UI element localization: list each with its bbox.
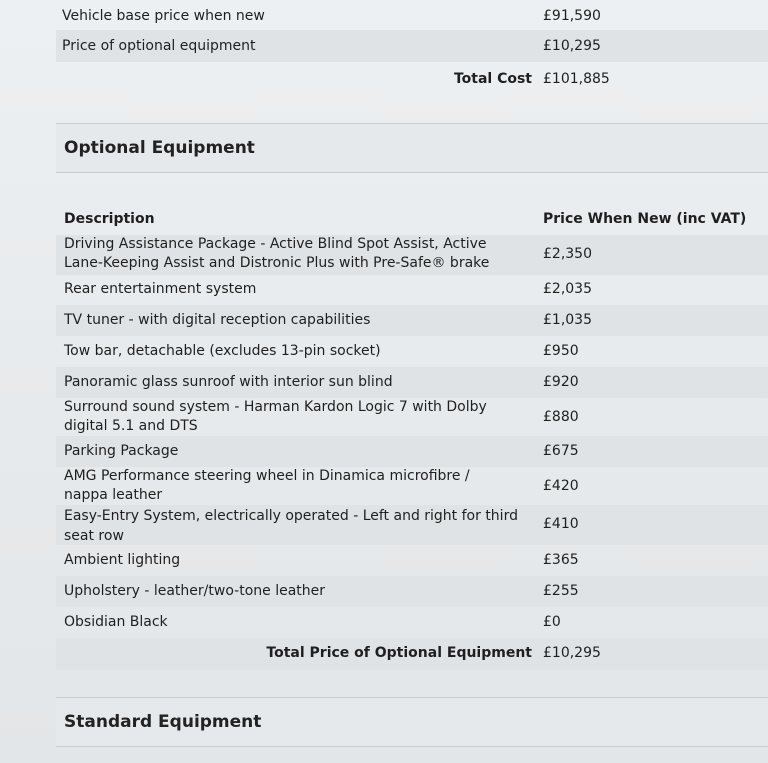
item-description: Obsidian Black <box>64 614 168 630</box>
table-row <box>56 367 768 398</box>
column-header-description: Description <box>64 211 155 227</box>
item-description: Parking Package <box>64 443 179 459</box>
item-price: £255 <box>543 583 579 599</box>
item-price: £0 <box>543 614 561 630</box>
total-cost-label: Total Cost <box>453 71 532 87</box>
section-header-standard <box>56 697 768 747</box>
table-row <box>56 505 768 545</box>
table-header-row <box>56 203 768 235</box>
item-description: TV tuner - with digital reception capabilities <box>64 312 371 328</box>
optional-total-label: Total Price of Optional Equipment <box>266 645 532 661</box>
summary-row-total <box>56 62 768 94</box>
summary-row-optional-price <box>56 30 768 62</box>
table-row <box>56 607 768 638</box>
column-header-price: Price When New (inc VAT) <box>543 211 747 227</box>
item-price: £920 <box>543 374 579 390</box>
item-price: £675 <box>543 443 579 459</box>
item-price: £950 <box>543 343 579 359</box>
summary-value: £10,295 <box>543 38 601 54</box>
item-description: AMG Performance steering wheel in Dinamica microfibre / nappa leather <box>64 468 470 503</box>
item-description: Upholstery - leather/two-tone leather <box>64 583 326 599</box>
table-row <box>56 275 768 305</box>
item-description: Surround sound system - Harman Kardon Logic 7 with Dolby digital 5.1 and DTS <box>64 399 487 434</box>
item-price: £880 <box>543 409 579 425</box>
summary-label: Vehicle base price when new <box>62 8 265 24</box>
summary-row-base-price <box>56 4 768 30</box>
item-description: Ambient lighting <box>64 552 181 568</box>
summary-value: £91,590 <box>543 8 601 24</box>
item-description: Driving Assistance Package - Active Blind Spot Assist, Active Lane-Keeping Assist and Distronic Plus with Pre-Safe® brake <box>64 236 490 271</box>
item-description: Rear entertainment system <box>64 281 257 297</box>
summary-label: Price of optional equipment <box>62 38 256 54</box>
optional-total-row <box>56 638 768 670</box>
table-row <box>56 545 768 576</box>
section-title: Optional Equipment <box>64 138 255 158</box>
item-price: £1,035 <box>543 312 592 328</box>
table-row <box>56 305 768 336</box>
item-description: Easy-Entry System, electrically operated - Left and right for third seat row <box>64 508 518 544</box>
item-description: Tow bar, detachable (excludes 13-pin socket) <box>64 343 381 359</box>
table-row <box>56 467 768 505</box>
item-price: £2,350 <box>543 246 592 262</box>
section-title: Standard Equipment <box>64 712 262 732</box>
item-price: £410 <box>543 516 579 532</box>
item-price: £420 <box>543 478 579 494</box>
table-row <box>56 436 768 467</box>
total-cost-value: £101,885 <box>543 71 610 87</box>
table-row <box>56 336 768 367</box>
table-row <box>56 235 768 275</box>
table-row <box>56 398 768 436</box>
table-row <box>56 576 768 607</box>
item-description: Panoramic glass sunroof with interior sun blind <box>64 374 393 390</box>
optional-total-value: £10,295 <box>543 645 601 661</box>
item-price: £365 <box>543 552 579 568</box>
section-header-optional <box>56 123 768 173</box>
item-price: £2,035 <box>543 281 592 297</box>
